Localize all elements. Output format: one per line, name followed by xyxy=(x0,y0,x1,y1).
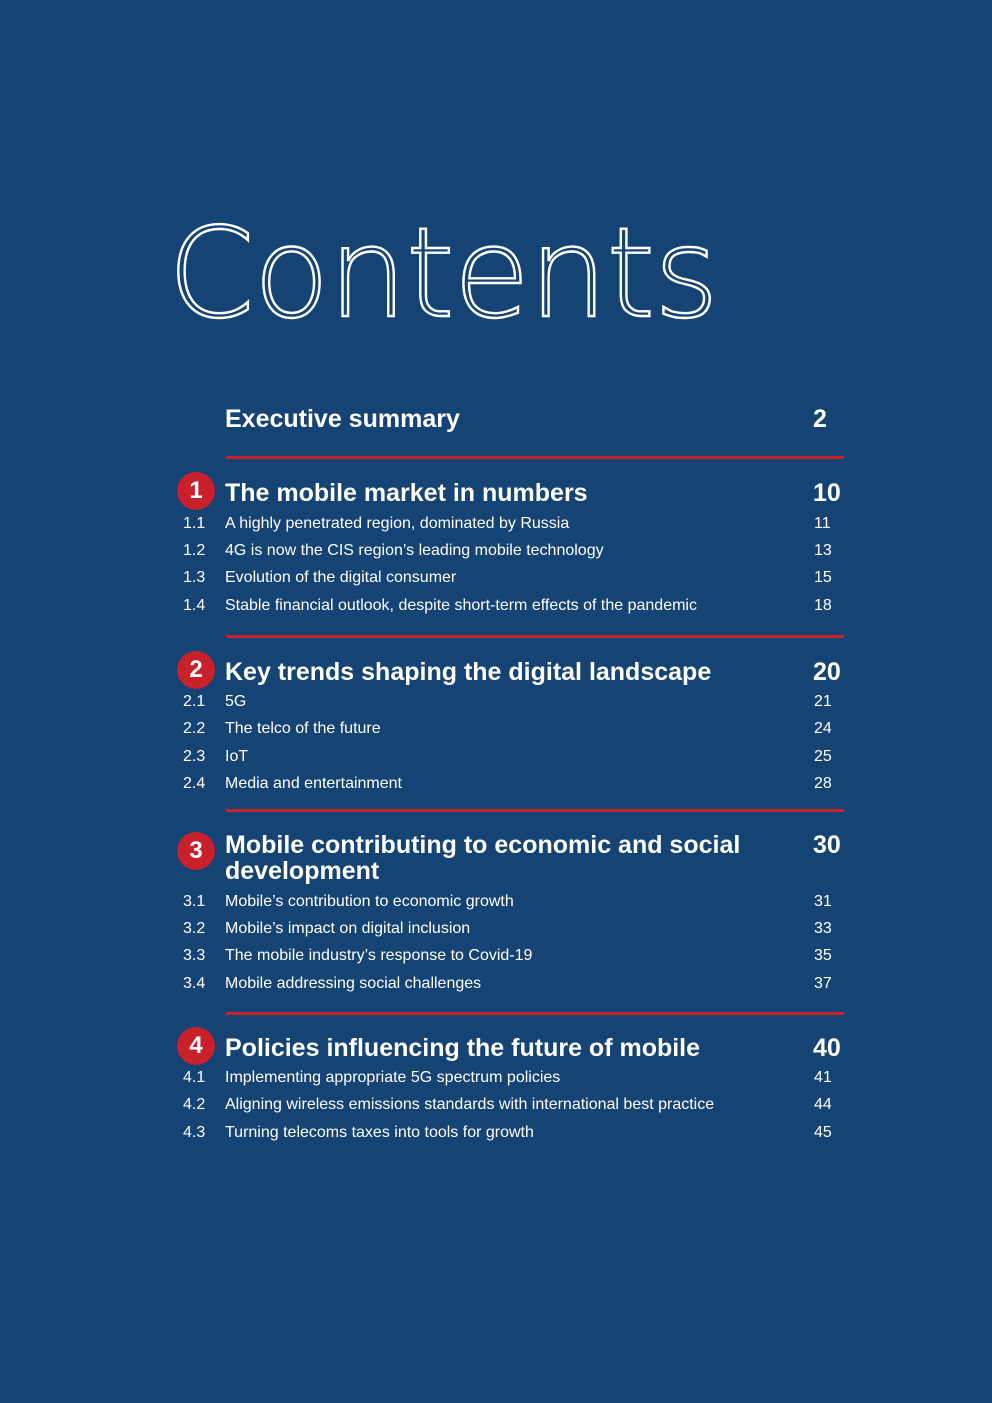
subsection-page: 31 xyxy=(814,893,832,910)
executive-summary-page: 2 xyxy=(813,405,827,433)
subsection-link[interactable]: The mobile industry’s response to Covid-19 xyxy=(225,947,533,964)
subsection-page: 33 xyxy=(814,920,832,937)
subsection-link[interactable]: A highly penetrated region, dominated by Russia xyxy=(225,515,570,532)
subsection-number: 3.3 xyxy=(183,947,206,964)
section-4-title[interactable]: Policies influencing the future of mobile xyxy=(225,1034,701,1062)
subsection-link[interactable]: Mobile addressing social challenges xyxy=(225,975,482,992)
subsection-link[interactable]: 5G xyxy=(225,693,247,710)
subsection-number: 2.3 xyxy=(183,748,206,765)
section-4-badge: 4 xyxy=(177,1027,215,1065)
subsection-page: 45 xyxy=(814,1124,832,1141)
page-title: Contents xyxy=(168,202,718,346)
subsection-page: 15 xyxy=(814,569,832,586)
section-2-page: 20 xyxy=(813,658,841,686)
subsection-number: 2.2 xyxy=(183,720,206,737)
subsection-number: 1.3 xyxy=(183,569,206,586)
subsection-link[interactable]: Turning telecoms taxes into tools for growth xyxy=(225,1124,534,1141)
subsection-page: 24 xyxy=(814,720,832,737)
section-2-badge: 2 xyxy=(177,651,215,689)
section-1-title[interactable]: The mobile market in numbers xyxy=(225,479,588,507)
subsection-number: 2.1 xyxy=(183,693,206,710)
section-3-title-continued[interactable]: development xyxy=(225,857,380,885)
subsection-page: 13 xyxy=(814,542,832,559)
subsection-page: 44 xyxy=(814,1096,832,1113)
subsection-page: 25 xyxy=(814,748,832,765)
subsection-link[interactable]: The telco of the future xyxy=(225,720,381,737)
subsection-page: 35 xyxy=(814,947,832,964)
subsection-link[interactable]: 4G is now the CIS region’s leading mobile technology xyxy=(225,542,604,559)
subsection-link[interactable]: Stable financial outlook, despite short-term effects of the pandemic xyxy=(225,597,697,614)
subsection-link[interactable]: IoT xyxy=(225,748,249,765)
subsection-link[interactable]: Implementing appropriate 5G spectrum policies xyxy=(225,1069,561,1086)
divider xyxy=(226,456,844,459)
section-1-page: 10 xyxy=(813,479,841,507)
subsection-link[interactable]: Aligning wireless emissions standards with international best practice xyxy=(225,1096,715,1113)
subsection-link[interactable]: Mobile’s impact on digital inclusion xyxy=(225,920,471,937)
subsection-number: 4.2 xyxy=(183,1096,206,1113)
section-2-title[interactable]: Key trends shaping the digital landscape xyxy=(225,658,712,686)
subsection-link[interactable]: Evolution of the digital consumer xyxy=(225,569,457,586)
divider xyxy=(226,1012,844,1015)
subsection-page: 37 xyxy=(814,975,832,992)
subsection-page: 28 xyxy=(814,775,832,792)
subsection-number: 1.1 xyxy=(183,515,206,532)
executive-summary-link[interactable]: Executive summary xyxy=(225,405,460,433)
subsection-number: 1.2 xyxy=(183,542,206,559)
subsection-page: 21 xyxy=(814,693,832,710)
subsection-page: 11 xyxy=(814,515,831,532)
section-3-badge: 3 xyxy=(177,832,215,870)
section-4-page: 40 xyxy=(813,1034,841,1062)
divider xyxy=(226,809,844,812)
subsection-number: 3.4 xyxy=(183,975,206,992)
subsection-page: 41 xyxy=(814,1069,832,1086)
subsection-number: 2.4 xyxy=(183,775,206,792)
subsection-link[interactable]: Mobile’s contribution to economic growth xyxy=(225,893,514,910)
subsection-number: 3.1 xyxy=(183,893,206,910)
divider xyxy=(226,635,844,638)
subsection-number: 4.1 xyxy=(183,1069,206,1086)
subsection-page: 18 xyxy=(814,597,832,614)
section-3-title[interactable]: Mobile contributing to economic and social xyxy=(225,831,741,859)
subsection-number: 3.2 xyxy=(183,920,206,937)
subsection-link[interactable]: Media and entertainment xyxy=(225,775,402,792)
subsection-number: 1.4 xyxy=(183,597,206,614)
subsection-number: 4.3 xyxy=(183,1124,206,1141)
section-1-badge: 1 xyxy=(177,472,215,510)
section-3-page: 30 xyxy=(813,831,841,859)
